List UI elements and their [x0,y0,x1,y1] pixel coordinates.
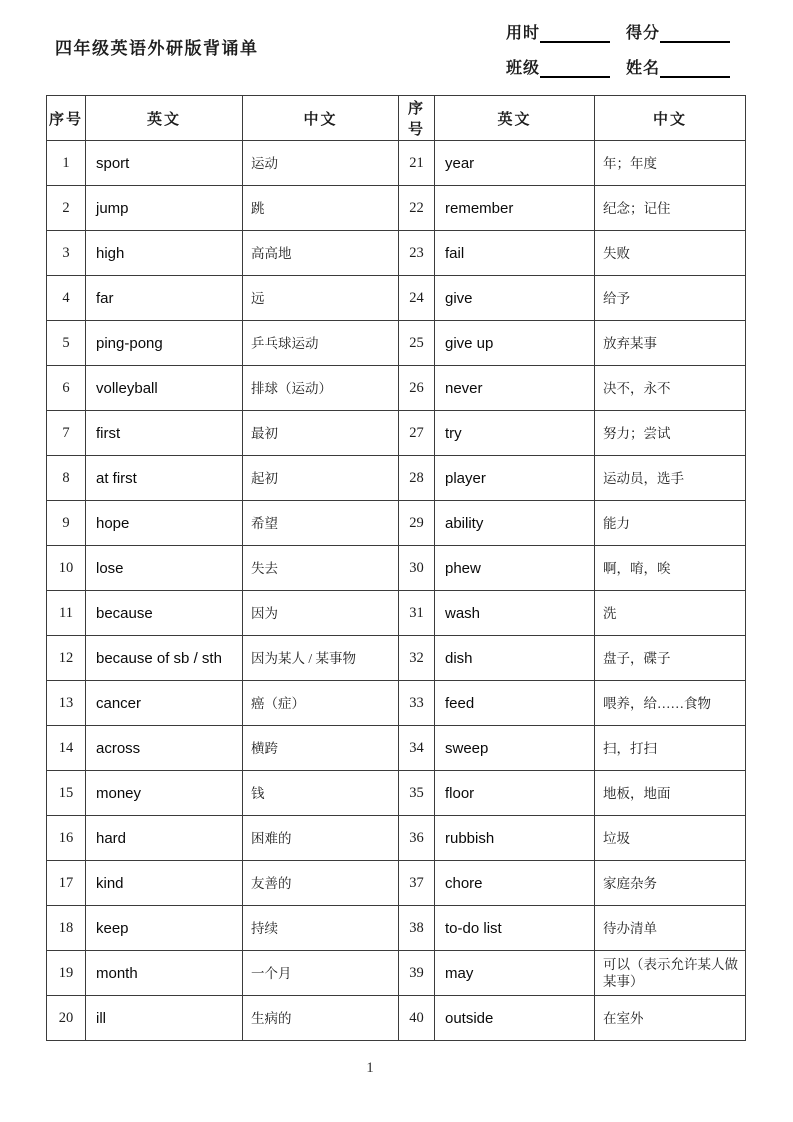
index-cell: 1 [47,141,86,186]
chinese-meaning-cell: 排球（运动） [243,366,399,411]
chinese-meaning-cell: 能力 [595,501,746,546]
index-cell: 13 [47,681,86,726]
table-row [47,141,746,186]
chinese-meaning-cell: 努力；尝试 [595,411,746,456]
index-cell: 21 [399,141,435,186]
column-header: 中文 [595,96,746,141]
chinese-meaning-cell: 起初 [243,456,399,501]
vocab-table-header [47,96,746,141]
english-word-cell: year [435,141,595,186]
index-cell: 8 [47,456,86,501]
chinese-meaning-cell: 啊，唷，唉 [595,546,746,591]
index-cell: 27 [399,411,435,456]
english-word-cell: ability [435,501,595,546]
index-cell: 15 [47,771,86,816]
english-word-cell: remember [435,186,595,231]
table-row [47,861,746,906]
page-title: 四年级英语外研版背诵单 [55,39,259,58]
index-cell: 14 [47,726,86,771]
table-row [47,951,746,996]
class-blank-line [540,59,610,78]
chinese-meaning-cell: 最初 [243,411,399,456]
chinese-meaning-cell: 持续 [243,906,399,951]
table-row [47,276,746,321]
index-cell: 34 [399,726,435,771]
english-word-cell: because [86,591,243,636]
english-word-cell: chore [435,861,595,906]
index-cell: 19 [47,951,86,996]
index-cell: 39 [399,951,435,996]
english-word-cell: lose [86,546,243,591]
table-row [47,186,746,231]
table-row [47,636,746,681]
table-row [47,231,746,276]
name-label: 姓名 [626,60,661,77]
english-word-cell: kind [86,861,243,906]
index-cell: 22 [399,186,435,231]
chinese-meaning-cell: 跳 [243,186,399,231]
english-word-cell: sweep [435,726,595,771]
english-word-cell: month [86,951,243,996]
english-word-cell: ill [86,996,243,1041]
index-cell: 2 [47,186,86,231]
index-cell: 11 [47,591,86,636]
chinese-meaning-cell: 决不，永不 [595,366,746,411]
index-cell: 32 [399,636,435,681]
index-cell: 40 [399,996,435,1041]
score-label: 得分 [626,25,661,42]
chinese-meaning-cell: 失败 [595,231,746,276]
table-row [47,591,746,636]
chinese-meaning-cell: 横跨 [243,726,399,771]
chinese-meaning-cell: 癌（症） [243,681,399,726]
chinese-meaning-cell: 运动员，选手 [595,456,746,501]
table-row [47,906,746,951]
column-header: 英文 [86,96,243,141]
english-word-cell: dish [435,636,595,681]
english-word-cell: player [435,456,595,501]
page-number: 1 [366,1060,374,1076]
table-row [47,366,746,411]
english-word-cell: phew [435,546,595,591]
table-row [47,771,746,816]
index-cell: 23 [399,231,435,276]
column-header: 英文 [435,96,595,141]
chinese-meaning-cell: 待办清单 [595,906,746,951]
index-cell: 12 [47,636,86,681]
chinese-meaning-cell: 希望 [243,501,399,546]
chinese-meaning-cell: 盘子，碟子 [595,636,746,681]
chinese-meaning-cell: 在室外 [595,996,746,1041]
index-cell: 30 [399,546,435,591]
index-cell: 24 [399,276,435,321]
index-cell: 26 [399,366,435,411]
english-word-cell: never [435,366,595,411]
index-cell: 25 [399,321,435,366]
english-word-cell: sport [86,141,243,186]
index-cell: 7 [47,411,86,456]
english-word-cell: wash [435,591,595,636]
class-label: 班级 [506,60,541,77]
english-word-cell: to-do list [435,906,595,951]
chinese-meaning-cell: 运动 [243,141,399,186]
english-word-cell: cancer [86,681,243,726]
index-cell: 33 [399,681,435,726]
chinese-meaning-cell: 纪念；记住 [595,186,746,231]
index-cell: 36 [399,816,435,861]
chinese-meaning-cell: 生病的 [243,996,399,1041]
chinese-meaning-cell: 扫，打扫 [595,726,746,771]
english-word-cell: outside [435,996,595,1041]
name-field [626,55,730,78]
table-row [47,546,746,591]
time-blank-line [540,24,610,43]
column-header: 序号 [47,96,86,141]
english-word-cell: because of sb / sth [86,636,243,681]
index-cell: 9 [47,501,86,546]
table-row [47,411,746,456]
index-cell: 28 [399,456,435,501]
chinese-meaning-cell: 远 [243,276,399,321]
english-word-cell: keep [86,906,243,951]
table-row [47,681,746,726]
english-word-cell: high [86,231,243,276]
table-row [47,996,746,1041]
english-word-cell: try [435,411,595,456]
index-cell: 16 [47,816,86,861]
chinese-meaning-cell: 乒乓球运动 [243,321,399,366]
english-word-cell: floor [435,771,595,816]
english-word-cell: across [86,726,243,771]
score-field [626,20,730,43]
chinese-meaning-cell: 困难的 [243,816,399,861]
english-word-cell: rubbish [435,816,595,861]
english-word-cell: fail [435,231,595,276]
english-word-cell: jump [86,186,243,231]
chinese-meaning-cell: 喂养，给……食物 [595,681,746,726]
index-cell: 4 [47,276,86,321]
chinese-meaning-cell: 因为某人 / 某事物 [243,636,399,681]
index-cell: 37 [399,861,435,906]
chinese-meaning-cell: 一个月 [243,951,399,996]
table-row [47,816,746,861]
chinese-meaning-cell: 失去 [243,546,399,591]
index-cell: 18 [47,906,86,951]
english-word-cell: hard [86,816,243,861]
english-word-cell: money [86,771,243,816]
column-header: 序号 [399,96,435,141]
index-cell: 20 [47,996,86,1041]
index-cell: 38 [399,906,435,951]
time-label: 用时 [506,25,541,42]
field-row-class-name [506,55,756,78]
chinese-meaning-cell: 放弃某事 [595,321,746,366]
score-blank-line [660,24,730,43]
chinese-meaning-cell: 可以（表示允许某人做某事） [595,951,746,996]
index-cell: 3 [47,231,86,276]
english-word-cell: feed [435,681,595,726]
chinese-meaning-cell: 垃圾 [595,816,746,861]
name-blank-line [660,59,730,78]
chinese-meaning-cell: 钱 [243,771,399,816]
english-word-cell: give [435,276,595,321]
table-row [47,726,746,771]
index-cell: 6 [47,366,86,411]
header-row [47,96,746,141]
chinese-meaning-cell: 因为 [243,591,399,636]
english-word-cell: first [86,411,243,456]
english-word-cell: hope [86,501,243,546]
field-row-time-score [506,20,756,43]
english-word-cell: at first [86,456,243,501]
table-row [47,321,746,366]
english-word-cell: volleyball [86,366,243,411]
chinese-meaning-cell: 洗 [595,591,746,636]
index-cell: 31 [399,591,435,636]
vocab-table [46,95,746,1041]
table-row [47,456,746,501]
chinese-meaning-cell: 给予 [595,276,746,321]
column-header: 中文 [243,96,399,141]
header-fill-in-fields [506,20,756,90]
index-cell: 10 [47,546,86,591]
index-cell: 5 [47,321,86,366]
index-cell: 17 [47,861,86,906]
chinese-meaning-cell: 高高地 [243,231,399,276]
chinese-meaning-cell: 友善的 [243,861,399,906]
chinese-meaning-cell: 地板，地面 [595,771,746,816]
index-cell: 29 [399,501,435,546]
english-word-cell: far [86,276,243,321]
english-word-cell: give up [435,321,595,366]
chinese-meaning-cell: 家庭杂务 [595,861,746,906]
chinese-meaning-cell: 年；年度 [595,141,746,186]
english-word-cell: ping-pong [86,321,243,366]
english-word-cell: may [435,951,595,996]
index-cell: 35 [399,771,435,816]
vocab-table-body [47,141,746,1041]
table-row [47,501,746,546]
time-field [506,20,610,43]
class-field [506,55,610,78]
